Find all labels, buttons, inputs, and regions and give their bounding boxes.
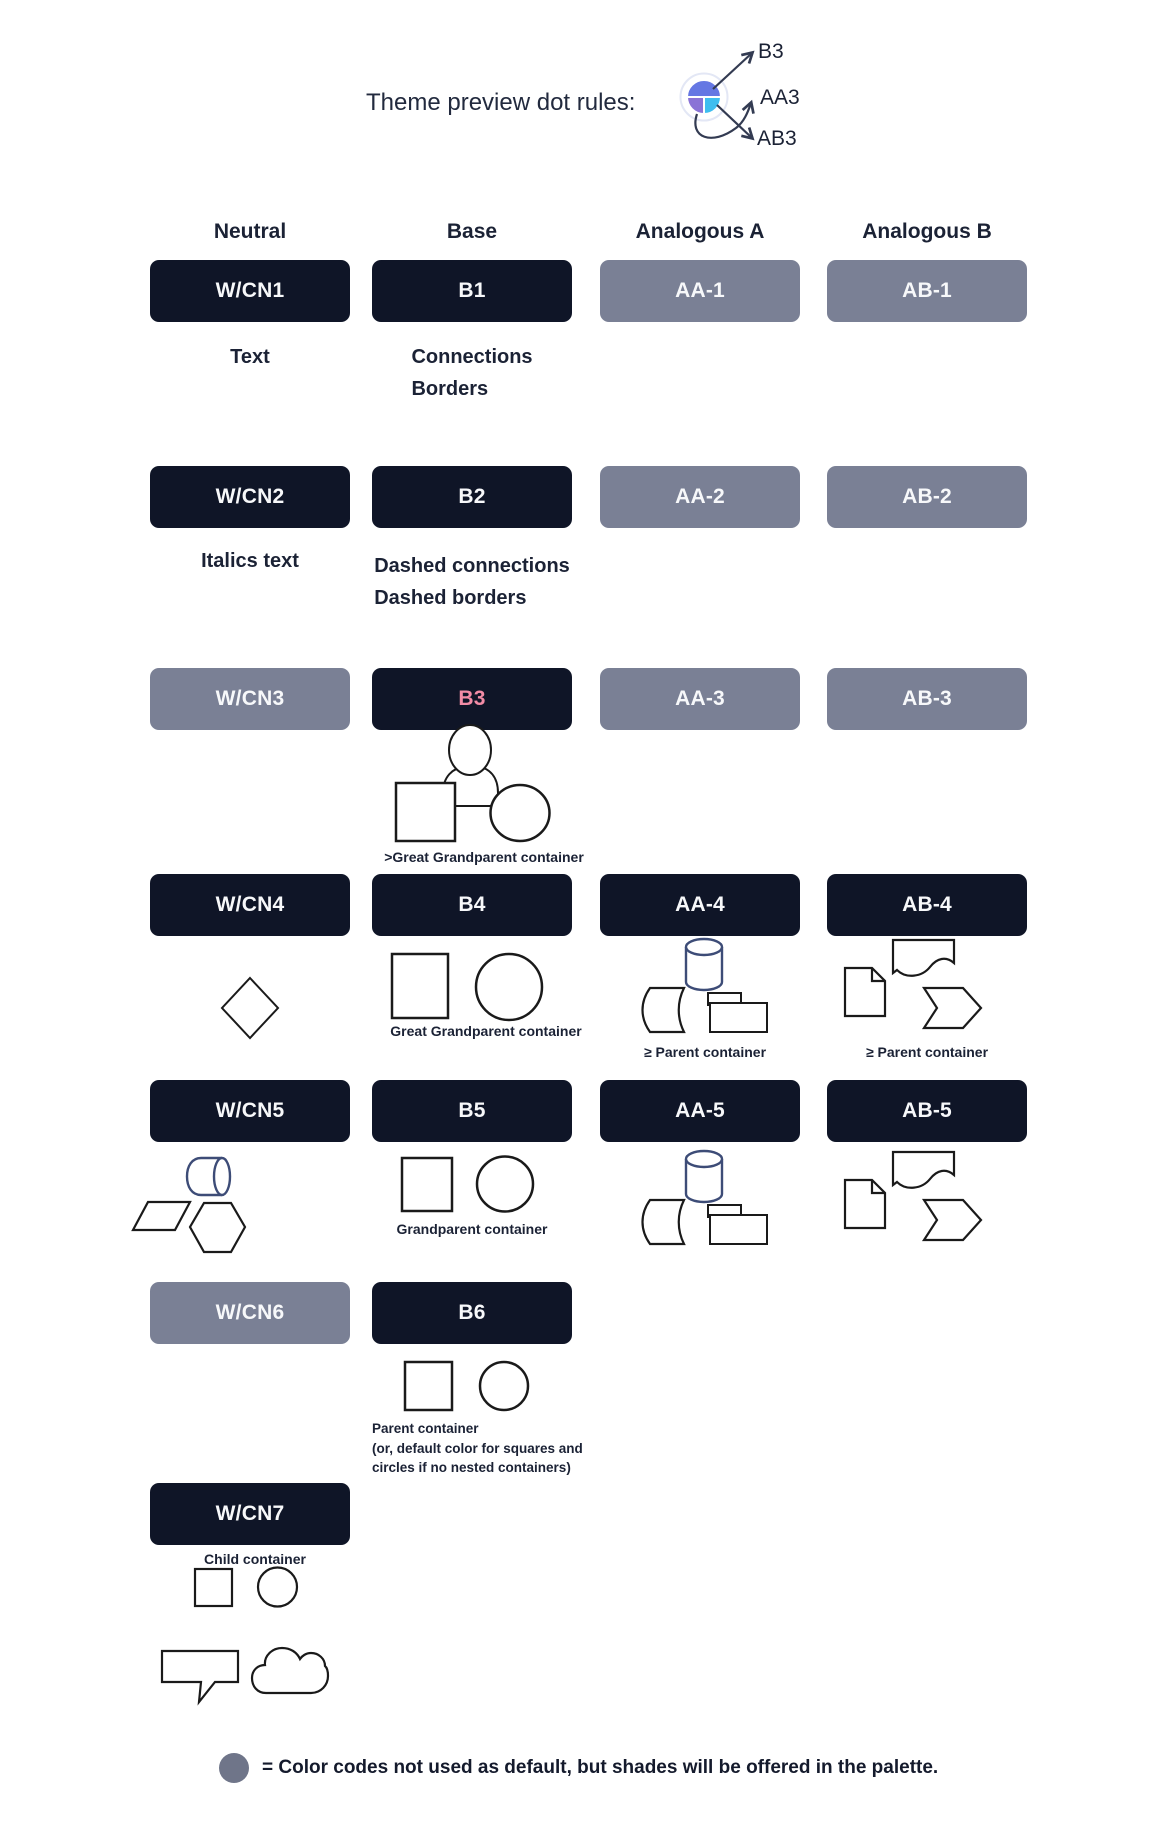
horizontal-cylinder-cap	[214, 1158, 230, 1195]
badge-b2: B2	[372, 466, 572, 528]
b4-shapes-square-circle	[392, 954, 542, 1020]
cloud-shape	[252, 1648, 328, 1693]
square-shape	[392, 954, 448, 1018]
badge-ab4: AB-4	[827, 874, 1027, 936]
caption-b6-shapes	[372, 1419, 583, 1478]
cylinder-body	[686, 1159, 722, 1202]
speech-bubble-shape	[162, 1651, 238, 1702]
badge-b5: B5	[372, 1080, 572, 1142]
b6-shapes-square-circle	[405, 1362, 528, 1410]
wavy-document-shape	[893, 940, 954, 976]
legend-label-aa3: AA3	[760, 86, 800, 109]
page-title: Theme preview dot rules:	[366, 89, 636, 116]
horizontal-cylinder-body	[187, 1158, 222, 1195]
wcn7-shapes-square-circle	[195, 1568, 297, 1607]
ab5-shapes-file-document-chevron	[845, 1152, 981, 1240]
caption-b1-line2: Borders	[411, 378, 489, 400]
caption-ab4-shapes: ≥ Parent container	[865, 1044, 989, 1060]
badge-ab5: AB-5	[827, 1080, 1027, 1142]
folder-body-shape	[710, 1215, 767, 1244]
caption-b2-line1: Dashed connections	[374, 555, 570, 577]
cylinder-top	[686, 1151, 722, 1167]
square-shape	[405, 1362, 452, 1410]
column-header-base: Base	[446, 220, 498, 243]
badge-aa2: AA-2	[600, 466, 800, 528]
badge-b6: B6	[372, 1282, 572, 1344]
arrow-to-ab3	[717, 105, 752, 138]
arrow-to-b3	[713, 53, 752, 89]
badge-wcn6: W/CN6	[150, 1282, 350, 1344]
theme-preview-dot-legend	[640, 20, 860, 170]
footnote-text: = Color codes not used as default, but shades will be offered in the palette.	[262, 1757, 939, 1778]
caption-b6-line3: circles if no nested containers)	[372, 1460, 571, 1475]
diamond-shape	[222, 978, 278, 1038]
badge-ab3: AB-3	[827, 668, 1027, 730]
square-shape	[396, 783, 455, 841]
file-shape	[845, 968, 885, 1016]
badge-wcn3: W/CN3	[150, 668, 350, 730]
chevron-shape	[924, 988, 981, 1028]
column-header-neutral: Neutral	[213, 220, 287, 243]
caption-b3-shapes: >Great Grandparent container	[384, 849, 584, 865]
legend-label-ab3: AB3	[757, 127, 797, 150]
parallelogram-shape	[133, 1202, 190, 1230]
caption-b2-line2: Dashed borders	[374, 587, 527, 609]
caption-b5-shapes: Grandparent container	[396, 1221, 548, 1237]
badge-b4: B4	[372, 874, 572, 936]
badge-wcn4: W/CN4	[150, 874, 350, 936]
aa5-shapes-cylinder-storeddata-folder	[643, 1151, 768, 1244]
badge-ab2: AB-2	[827, 466, 1027, 528]
column-header-analogous-b: Analogous B	[862, 220, 992, 243]
square-shape	[402, 1158, 452, 1211]
wavy-document-shape	[893, 1152, 954, 1188]
file-shape	[845, 1180, 885, 1228]
person-head-shape	[449, 725, 491, 775]
caption-wcn7-shapes: Child container	[204, 1551, 306, 1567]
wcn7-shapes-speechbubble-cloud	[162, 1648, 328, 1702]
caption-b6-line2: (or, default color for squares and	[372, 1440, 583, 1456]
caption-b1	[372, 341, 572, 405]
ab4-shapes-file-document-chevron	[845, 940, 981, 1028]
badge-b1: B1	[372, 260, 572, 322]
aa4-shapes-cylinder-storeddata-folder	[643, 939, 768, 1032]
badge-wcn5: W/CN5	[150, 1080, 350, 1142]
circle-shape	[491, 785, 550, 841]
person-body-shape	[443, 766, 498, 806]
file-fold-corner	[872, 968, 885, 981]
b5-shapes-square-circle	[402, 1157, 533, 1212]
caption-b1-line1: Connections	[411, 346, 533, 368]
square-shape	[195, 1569, 232, 1606]
circle-shape	[258, 1568, 297, 1607]
wcn4-diamond	[222, 978, 278, 1038]
badge-ab1: AB-1	[827, 260, 1027, 322]
badge-aa5: AA-5	[600, 1080, 800, 1142]
stored-data-shape	[643, 1200, 685, 1244]
caption-b2	[372, 550, 572, 614]
cylinder-body	[686, 947, 722, 990]
circle-shape	[476, 954, 542, 1020]
badge-wcn2: W/CN2	[150, 466, 350, 528]
badge-aa1: AA-1	[600, 260, 800, 322]
badge-wcn1: W/CN1	[150, 260, 350, 322]
b3-shapes-person-square-circle	[396, 725, 550, 841]
cylinder-top	[686, 939, 722, 955]
column-header-analogous-a: Analogous A	[635, 220, 765, 243]
footnote-gray-dot	[219, 1753, 249, 1783]
folder-tab-shape	[708, 993, 741, 1005]
caption-b4-shapes: Great Grandparent container	[390, 1023, 582, 1039]
caption-wcn1: Text	[230, 346, 270, 368]
circle-shape	[480, 1362, 528, 1410]
file-fold-corner	[872, 1180, 885, 1193]
hexagon-shape	[190, 1203, 245, 1252]
caption-wcn2: Italics text	[201, 550, 299, 572]
circle-shape	[477, 1157, 533, 1212]
folder-tab-shape	[708, 1205, 741, 1217]
wcn5-shapes-cylinder-parallelogram-hexagon	[133, 1158, 245, 1252]
badge-b3: B3	[372, 668, 572, 730]
caption-b6-line1: Parent container	[372, 1421, 479, 1436]
caption-aa4-shapes: ≥ Parent container	[643, 1044, 767, 1060]
badge-aa4: AA-4	[600, 874, 800, 936]
stored-data-shape	[643, 988, 685, 1032]
badge-aa3: AA-3	[600, 668, 800, 730]
folder-body-shape	[710, 1003, 767, 1032]
legend-label-b3: B3	[758, 40, 784, 63]
badge-wcn7: W/CN7	[150, 1483, 350, 1545]
chevron-shape	[924, 1200, 981, 1240]
